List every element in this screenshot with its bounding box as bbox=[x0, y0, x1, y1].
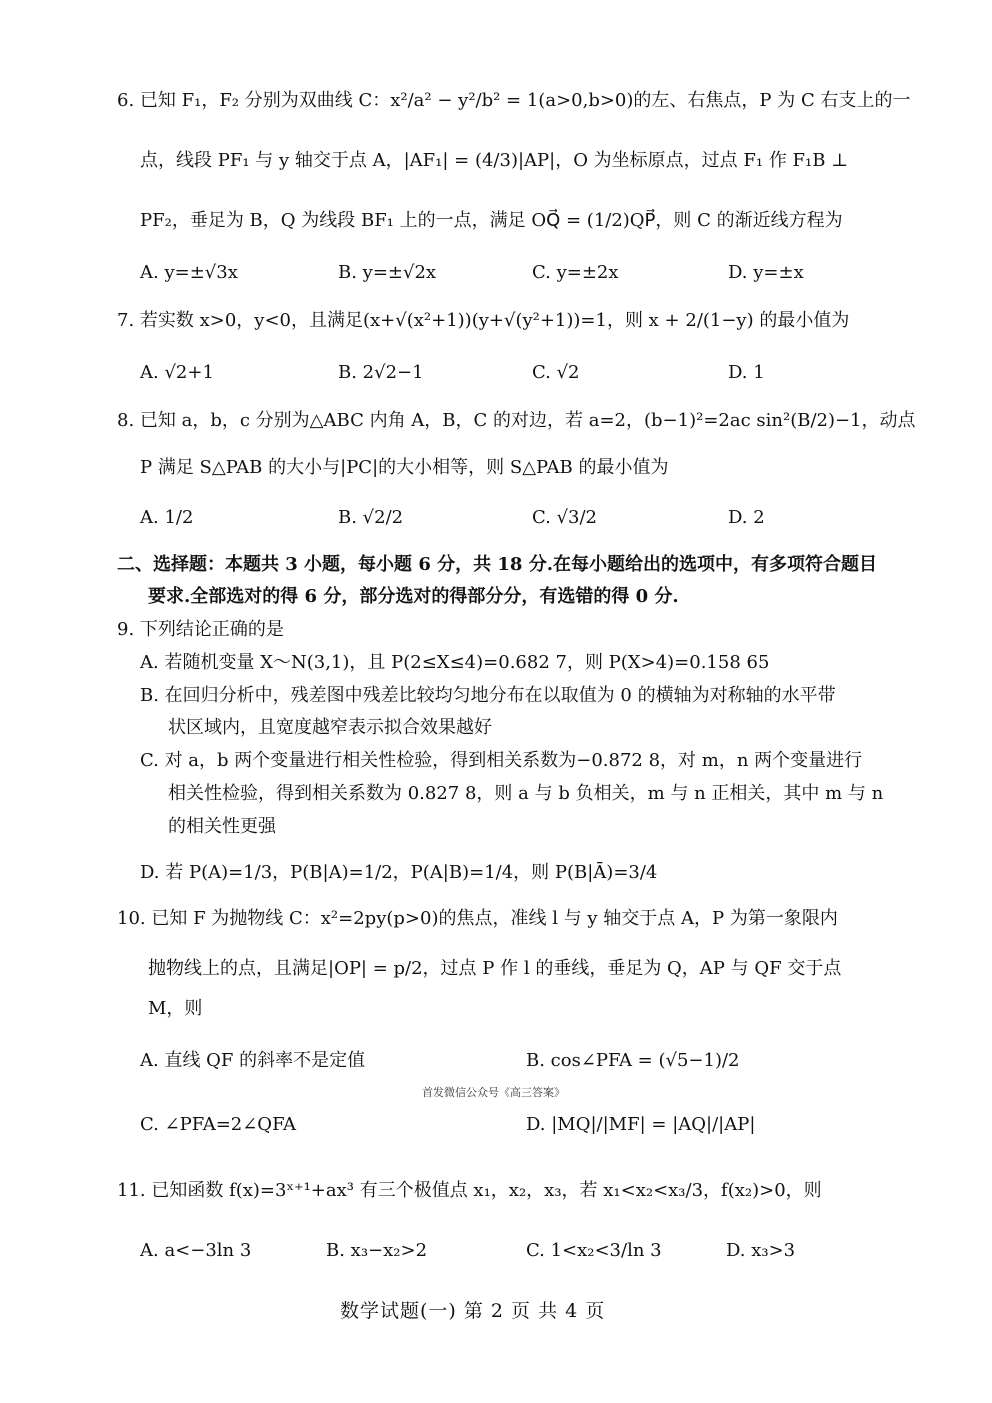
q6-option-a: A. y=±√3x bbox=[140, 262, 238, 283]
q8-option-b: B. √2/2 bbox=[338, 507, 404, 528]
q9-option-b-line2: 状区域内，且宽度越窄表示拟合效果越好 bbox=[168, 717, 492, 738]
q11-line1: 11. 已知函数 f(x)=3ˣ⁺¹+ax³ 有三个极值点 x₁，x₂，x₃，若 x₁<x₂<x₃/3，f(x₂)>0，则 bbox=[117, 1180, 822, 1201]
q8-line1: 8. 已知 a，b，c 分别为△ABC 内角 A，B，C 的对边，若 a=2，(b−1)²=2ac sin²(B/2)−1，动点 bbox=[117, 410, 916, 431]
q6-option-d: D. y=±x bbox=[728, 262, 804, 283]
q6-line1: 6. 已知 F₁，F₂ 分别为双曲线 C：x²/a² − y²/b² = 1(a>0,b>0)的左、右焦点，P 为 C 右支上的一 bbox=[117, 90, 911, 111]
q6-option-c: C. y=±2x bbox=[532, 262, 619, 283]
q10-option-c: C. ∠PFA=2∠QFA bbox=[140, 1114, 296, 1135]
q8-option-c: C. √3/2 bbox=[532, 507, 598, 528]
q8-option-a: A. 1/2 bbox=[140, 507, 194, 528]
q9-option-a: A. 若随机变量 X～N(3,1)，且 P(2≤X≤4)=0.682 7，则 P(X>4)=0.158 65 bbox=[140, 652, 770, 673]
q10-option-a: A. 直线 QF 的斜率不是定值 bbox=[140, 1050, 366, 1071]
q7-option-d: D. 1 bbox=[728, 362, 765, 383]
q7-line1: 7. 若实数 x>0，y<0，且满足(x+√(x²+1))(y+√(y²+1))=1，则 x + 2/(1−y) 的最小值为 bbox=[117, 310, 850, 331]
section2-instructions-line2: 要求.全部选对的得 6 分，部分选对的得部分分，有选错的得 0 分. bbox=[148, 586, 679, 607]
q9-option-c-line2: 相关性检验，得到相关系数为 0.827 8，则 a 与 b 负相关，m 与 n 正相关，其中 m 与 n bbox=[168, 783, 884, 804]
q10-line1: 10. 已知 F 为抛物线 C：x²=2py(p>0)的焦点，准线 l 与 y 轴交于点 A，P 为第一象限内 bbox=[117, 908, 838, 929]
q10-line2: 抛物线上的点，且满足|OP| = p/2，过点 P 作 l 的垂线，垂足为 Q，AP 与 QF 交于点 bbox=[148, 958, 842, 979]
q11-option-d: D. x₃>3 bbox=[726, 1240, 796, 1261]
q9-option-d: D. 若 P(A)=1/3，P(B|A)=1/2，P(A|B)=1/4，则 P(B|Ā)=3/4 bbox=[140, 862, 658, 883]
q6-line3: PF₂，垂足为 B，Q 为线段 BF₁ 上的一点，满足 OQ⃗ = (1/2)QP⃗，则 C 的渐近线方程为 bbox=[140, 210, 843, 231]
q7-option-b: B. 2√2−1 bbox=[338, 362, 424, 383]
q9-stem: 9. 下列结论正确的是 bbox=[117, 619, 284, 640]
q9-option-c-line3: 的相关性更强 bbox=[168, 816, 276, 837]
q7-option-c: C. √2 bbox=[532, 362, 580, 383]
q10-option-b: B. cos∠PFA = (√5−1)/2 bbox=[526, 1050, 740, 1071]
q10-option-d: D. |MQ|/|MF| = |AQ|/|AP| bbox=[526, 1114, 756, 1135]
q9-option-c-line1: C. 对 a，b 两个变量进行相关性检验，得到相关系数为−0.872 8，对 m，n 两个变量进行 bbox=[140, 750, 863, 771]
page-footer: 数学试题(一) 第 2 页 共 4 页 bbox=[340, 1300, 606, 1322]
q11-option-a: A. a<−3ln 3 bbox=[140, 1240, 252, 1261]
q8-option-d: D. 2 bbox=[728, 507, 765, 528]
q6-option-b: B. y=±√2x bbox=[338, 262, 437, 283]
section2-instructions-line1: 二、选择题：本题共 3 小题，每小题 6 分，共 18 分.在每小题给出的选项中，有多项符合题目 bbox=[117, 554, 877, 575]
q8-line2: P 满足 S△PAB 的大小与|PC|的大小相等，则 S△PAB 的最小值为 bbox=[140, 457, 669, 478]
q11-option-b: B. x₃−x₂>2 bbox=[326, 1240, 428, 1261]
q6-line2: 点，线段 PF₁ 与 y 轴交于点 A，|AF₁| = (4/3)|AP|，O 为坐标原点，过点 F₁ 作 F₁B ⊥ bbox=[140, 150, 849, 171]
q10-line3: M，则 bbox=[148, 998, 203, 1019]
q7-option-a: A. √2+1 bbox=[140, 362, 214, 383]
watermark: 首发微信公众号《高三答案》 bbox=[422, 1086, 565, 1099]
q11-option-c: C. 1<x₂<3/ln 3 bbox=[526, 1240, 662, 1261]
q9-option-b-line1: B. 在回归分析中，残差图中残差比较均匀地分布在以取值为 0 的横轴为对称轴的水平带 bbox=[140, 685, 836, 706]
